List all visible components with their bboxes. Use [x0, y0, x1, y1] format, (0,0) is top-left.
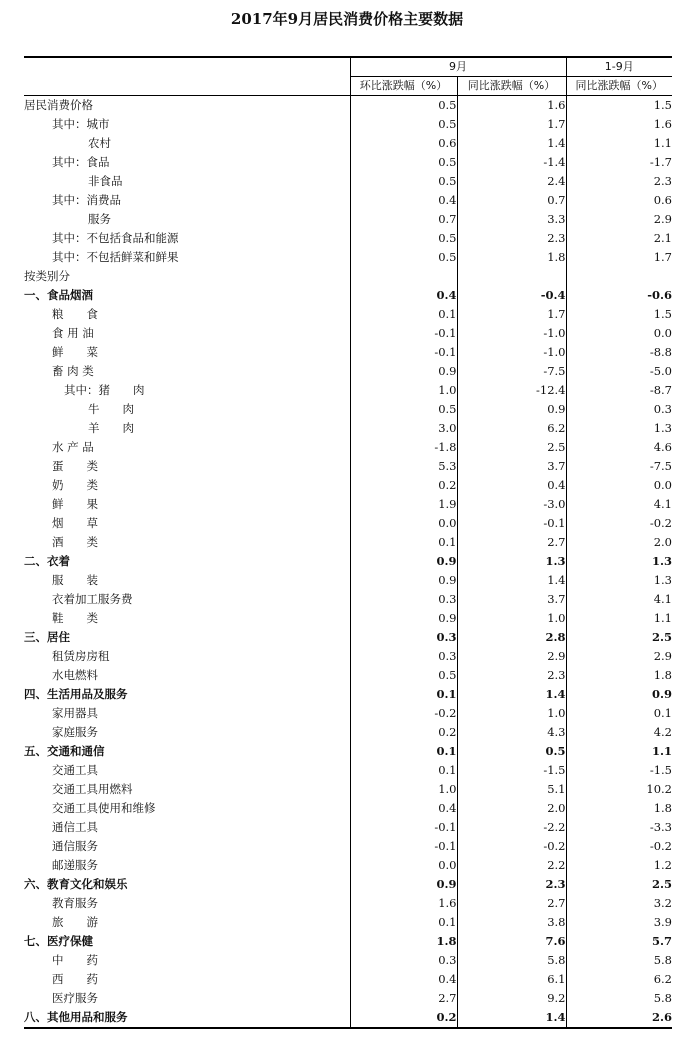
- row-label: 通信工具: [52, 820, 98, 834]
- value-ytd: -0.6: [566, 286, 672, 305]
- row-label: 二、衣着: [24, 554, 70, 568]
- value-ytd: 1.3: [566, 419, 672, 438]
- row-label: 四、生活用品及服务: [24, 687, 128, 701]
- value-ytd: 5.8: [566, 989, 672, 1008]
- row-label: 租赁房房租: [52, 649, 110, 663]
- table-row: [24, 115, 672, 134]
- value-ytd: 1.7: [566, 248, 672, 267]
- value-mom: -0.1: [350, 343, 457, 362]
- value-ytd: 2.1: [566, 229, 672, 248]
- value-yoy: -0.1: [457, 514, 566, 533]
- value-yoy: 2.8: [457, 628, 566, 647]
- value-mom: 0.9: [350, 609, 457, 628]
- table-row: [24, 837, 672, 856]
- row-label: 家用器具: [52, 706, 98, 720]
- value-ytd: 1.3: [566, 571, 672, 590]
- value-yoy: [457, 267, 566, 286]
- table-row: [24, 609, 672, 628]
- value-yoy: 1.4: [457, 571, 566, 590]
- row-label: 医疗服务: [52, 991, 98, 1005]
- row-label: 交通工具: [52, 763, 98, 777]
- value-ytd: 0.3: [566, 400, 672, 419]
- table-row: [24, 552, 672, 571]
- row-label: 交通工具使用和维修: [52, 801, 156, 815]
- value-mom: 0.5: [350, 229, 457, 248]
- row-label: 按类别分: [24, 269, 70, 283]
- cpi-data-table: [24, 56, 672, 1029]
- value-ytd: 1.1: [566, 609, 672, 628]
- value-yoy: -0.4: [457, 286, 566, 305]
- value-yoy: 1.6: [457, 96, 566, 116]
- value-yoy: 5.8: [457, 951, 566, 970]
- row-label: 水电燃料: [52, 668, 98, 682]
- value-yoy: 2.5: [457, 438, 566, 457]
- row-label: 畜 肉 类: [52, 364, 94, 378]
- value-mom: 0.1: [350, 913, 457, 932]
- table-row: [24, 818, 672, 837]
- header-col-mom: 环比涨跌幅（%）: [350, 77, 457, 96]
- value-ytd: 2.9: [566, 647, 672, 666]
- value-ytd: 0.0: [566, 476, 672, 495]
- value-mom: 1.9: [350, 495, 457, 514]
- value-ytd: -0.2: [566, 837, 672, 856]
- value-ytd: 4.1: [566, 495, 672, 514]
- value-ytd: 2.5: [566, 628, 672, 647]
- table-row: [24, 856, 672, 875]
- header-blank-cell: [24, 77, 350, 96]
- header-blank-cell: [24, 57, 350, 77]
- row-label: 七、医疗保健: [24, 934, 93, 948]
- value-yoy: 1.4: [457, 1008, 566, 1028]
- table-row: [24, 799, 672, 818]
- row-label: 非食品: [88, 174, 123, 188]
- header-group-jan-sep: 1-9月: [566, 57, 672, 77]
- row-label: 交通工具用燃料: [52, 782, 133, 796]
- value-mom: -0.1: [350, 818, 457, 837]
- value-mom: 1.0: [350, 381, 457, 400]
- table-row: [24, 685, 672, 704]
- value-mom: 0.9: [350, 362, 457, 381]
- value-mom: 0.5: [350, 400, 457, 419]
- value-mom: 0.2: [350, 1008, 457, 1028]
- table-row: [24, 438, 672, 457]
- row-label: 西 药: [52, 972, 98, 986]
- value-ytd: 1.1: [566, 134, 672, 153]
- value-ytd: 4.2: [566, 723, 672, 742]
- value-ytd: 10.2: [566, 780, 672, 799]
- row-label: 奶 类: [52, 478, 98, 492]
- row-label: 教育服务: [52, 896, 98, 910]
- value-mom: 0.5: [350, 153, 457, 172]
- value-ytd: 2.6: [566, 1008, 672, 1028]
- value-ytd: -5.0: [566, 362, 672, 381]
- value-yoy: -3.0: [457, 495, 566, 514]
- value-yoy: 2.4: [457, 172, 566, 191]
- value-yoy: 1.7: [457, 115, 566, 134]
- table-row: [24, 590, 672, 609]
- table-row: [24, 134, 672, 153]
- table-row: [24, 229, 672, 248]
- value-yoy: 1.8: [457, 248, 566, 267]
- value-yoy: -1.4: [457, 153, 566, 172]
- row-label: 牛 肉: [88, 402, 134, 416]
- value-yoy: 3.7: [457, 590, 566, 609]
- value-yoy: -0.2: [457, 837, 566, 856]
- value-mom: 1.6: [350, 894, 457, 913]
- row-label: 粮 食: [52, 307, 98, 321]
- row-label: 五、交通和通信: [24, 744, 105, 758]
- table-row: [24, 96, 672, 116]
- row-label: 服 装: [52, 573, 98, 587]
- row-label: 水 产 品: [52, 440, 94, 454]
- table-row: [24, 647, 672, 666]
- value-yoy: -2.2: [457, 818, 566, 837]
- value-mom: 0.9: [350, 552, 457, 571]
- value-mom: 0.4: [350, 970, 457, 989]
- value-yoy: -1.0: [457, 343, 566, 362]
- value-yoy: 2.9: [457, 647, 566, 666]
- value-mom: 0.6: [350, 134, 457, 153]
- table-row: [24, 932, 672, 951]
- row-label: 羊 肉: [88, 421, 134, 435]
- table-row: [24, 666, 672, 685]
- value-ytd: 1.5: [566, 96, 672, 116]
- row-label: 其中：猪 肉: [64, 383, 145, 397]
- value-mom: 0.3: [350, 628, 457, 647]
- value-mom: 0.1: [350, 305, 457, 324]
- value-mom: 5.3: [350, 457, 457, 476]
- value-yoy: 6.2: [457, 419, 566, 438]
- table-row: [24, 400, 672, 419]
- value-mom: 0.5: [350, 172, 457, 191]
- table-row: [24, 457, 672, 476]
- table-row: [24, 514, 672, 533]
- value-mom: 0.0: [350, 856, 457, 875]
- header-col-ytd: 同比涨跌幅（%）: [566, 77, 672, 96]
- value-yoy: 6.1: [457, 970, 566, 989]
- value-ytd: 0.6: [566, 191, 672, 210]
- table-row: [24, 381, 672, 400]
- value-yoy: 2.3: [457, 875, 566, 894]
- value-mom: -0.1: [350, 324, 457, 343]
- value-yoy: 0.7: [457, 191, 566, 210]
- value-mom: 0.2: [350, 723, 457, 742]
- value-yoy: 7.6: [457, 932, 566, 951]
- table-row: [24, 495, 672, 514]
- value-ytd: 1.2: [566, 856, 672, 875]
- value-yoy: 1.0: [457, 609, 566, 628]
- value-mom: 0.5: [350, 96, 457, 116]
- table-row: [24, 153, 672, 172]
- value-ytd: -8.8: [566, 343, 672, 362]
- row-label: 中 药: [52, 953, 98, 967]
- value-mom: 2.7: [350, 989, 457, 1008]
- table-row: [24, 267, 672, 286]
- value-ytd: -1.5: [566, 761, 672, 780]
- row-label: 其中：不包括鲜菜和鲜果: [52, 250, 179, 264]
- value-mom: 0.9: [350, 571, 457, 590]
- header-group-september: 9月: [350, 57, 566, 77]
- table-row: [24, 571, 672, 590]
- table-row: [24, 324, 672, 343]
- value-ytd: -0.2: [566, 514, 672, 533]
- row-label: 其中：消费品: [52, 193, 121, 207]
- table-row: [24, 476, 672, 495]
- table-row: [24, 628, 672, 647]
- table-row: [24, 951, 672, 970]
- row-label: 酒 类: [52, 535, 98, 549]
- row-label: 旅 游: [52, 915, 98, 929]
- value-ytd: 2.3: [566, 172, 672, 191]
- value-mom: 0.1: [350, 685, 457, 704]
- table-row: [24, 286, 672, 305]
- table-row: [24, 248, 672, 267]
- value-yoy: -7.5: [457, 362, 566, 381]
- row-label: 农村: [88, 136, 111, 150]
- row-label: 一、食品烟酒: [24, 288, 93, 302]
- value-mom: 0.0: [350, 514, 457, 533]
- row-label: 衣着加工服务费: [52, 592, 133, 606]
- value-yoy: 0.4: [457, 476, 566, 495]
- value-yoy: 2.7: [457, 533, 566, 552]
- header-col-yoy: 同比涨跌幅（%）: [457, 77, 566, 96]
- value-yoy: 2.3: [457, 666, 566, 685]
- value-mom: 0.1: [350, 761, 457, 780]
- value-mom: 3.0: [350, 419, 457, 438]
- value-ytd: 2.5: [566, 875, 672, 894]
- row-label: 其中：食品: [52, 155, 110, 169]
- value-yoy: 5.1: [457, 780, 566, 799]
- value-yoy: 2.3: [457, 229, 566, 248]
- row-label: 家庭服务: [52, 725, 98, 739]
- row-label: 鲜 果: [52, 497, 98, 511]
- value-mom: 0.4: [350, 799, 457, 818]
- table-row: [24, 875, 672, 894]
- row-label: 烟 草: [52, 516, 98, 530]
- value-mom: [350, 267, 457, 286]
- value-yoy: 1.4: [457, 685, 566, 704]
- value-ytd: 5.8: [566, 951, 672, 970]
- table-row: [24, 172, 672, 191]
- table-row: [24, 742, 672, 761]
- value-mom: 1.0: [350, 780, 457, 799]
- value-mom: 0.3: [350, 647, 457, 666]
- table-row: [24, 723, 672, 742]
- row-label: 其中：不包括食品和能源: [52, 231, 179, 245]
- value-mom: 0.3: [350, 951, 457, 970]
- value-mom: 0.2: [350, 476, 457, 495]
- table-row: [24, 362, 672, 381]
- value-mom: 0.5: [350, 666, 457, 685]
- table-row: [24, 780, 672, 799]
- value-yoy: -1.0: [457, 324, 566, 343]
- value-mom: -0.2: [350, 704, 457, 723]
- value-yoy: 0.9: [457, 400, 566, 419]
- value-mom: 0.1: [350, 533, 457, 552]
- table-row: [24, 970, 672, 989]
- value-yoy: 3.8: [457, 913, 566, 932]
- table-row: [24, 210, 672, 229]
- value-ytd: 1.5: [566, 305, 672, 324]
- page-title: 2017年9月居民消费价格主要数据: [230, 10, 464, 28]
- value-ytd: 4.6: [566, 438, 672, 457]
- value-yoy: 1.4: [457, 134, 566, 153]
- value-ytd: 5.7: [566, 932, 672, 951]
- row-label: 服务: [88, 212, 111, 226]
- value-yoy: -12.4: [457, 381, 566, 400]
- value-mom: 0.4: [350, 286, 457, 305]
- row-label: 通信服务: [52, 839, 98, 853]
- value-yoy: 2.7: [457, 894, 566, 913]
- value-yoy: 9.2: [457, 989, 566, 1008]
- table-header: [24, 57, 672, 96]
- value-mom: 0.5: [350, 248, 457, 267]
- value-ytd: 4.1: [566, 590, 672, 609]
- value-ytd: 2.0: [566, 533, 672, 552]
- value-yoy: 3.3: [457, 210, 566, 229]
- table-row: [24, 191, 672, 210]
- value-ytd: 1.8: [566, 666, 672, 685]
- value-mom: -1.8: [350, 438, 457, 457]
- value-ytd: 3.2: [566, 894, 672, 913]
- value-ytd: -1.7: [566, 153, 672, 172]
- value-yoy: 1.0: [457, 704, 566, 723]
- value-ytd: -3.3: [566, 818, 672, 837]
- table-row: [24, 305, 672, 324]
- value-yoy: 1.7: [457, 305, 566, 324]
- value-ytd: 1.1: [566, 742, 672, 761]
- value-ytd: 0.1: [566, 704, 672, 723]
- row-label: 居民消费价格: [24, 98, 93, 112]
- value-ytd: 1.6: [566, 115, 672, 134]
- row-label: 邮递服务: [52, 858, 98, 872]
- row-label: 其中：城市: [52, 117, 110, 131]
- value-yoy: 4.3: [457, 723, 566, 742]
- value-yoy: 2.0: [457, 799, 566, 818]
- value-ytd: [566, 267, 672, 286]
- value-ytd: 2.9: [566, 210, 672, 229]
- value-mom: -0.1: [350, 837, 457, 856]
- table-row: [24, 913, 672, 932]
- value-yoy: 2.2: [457, 856, 566, 875]
- value-yoy: 1.3: [457, 552, 566, 571]
- table-row: [24, 343, 672, 362]
- value-mom: 1.8: [350, 932, 457, 951]
- value-ytd: 0.0: [566, 324, 672, 343]
- table-body: [24, 96, 672, 1029]
- row-label: 蛋 类: [52, 459, 98, 473]
- table-row: [24, 894, 672, 913]
- row-label: 食 用 油: [52, 326, 94, 340]
- value-ytd: 1.3: [566, 552, 672, 571]
- row-label: 鞋 类: [52, 611, 98, 625]
- row-label: 六、教育文化和娱乐: [24, 877, 128, 891]
- row-label: 三、居住: [24, 630, 70, 644]
- table-row: [24, 419, 672, 438]
- value-ytd: 3.9: [566, 913, 672, 932]
- table-row: [24, 761, 672, 780]
- value-yoy: -1.5: [457, 761, 566, 780]
- value-mom: 0.4: [350, 191, 457, 210]
- value-mom: 0.7: [350, 210, 457, 229]
- value-ytd: 6.2: [566, 970, 672, 989]
- row-label: 八、其他用品和服务: [24, 1008, 350, 1028]
- value-mom: 0.1: [350, 742, 457, 761]
- value-mom: 0.5: [350, 115, 457, 134]
- value-ytd: 1.8: [566, 799, 672, 818]
- row-label: 鲜 菜: [52, 345, 98, 359]
- value-yoy: 3.7: [457, 457, 566, 476]
- value-ytd: -8.7: [566, 381, 672, 400]
- table-row: [24, 533, 672, 552]
- table-row: [24, 704, 672, 723]
- value-ytd: -7.5: [566, 457, 672, 476]
- value-mom: 0.3: [350, 590, 457, 609]
- value-ytd: 0.9: [566, 685, 672, 704]
- value-mom: 0.9: [350, 875, 457, 894]
- table-row: [24, 1008, 672, 1028]
- value-yoy: 0.5: [457, 742, 566, 761]
- table-row: [24, 989, 672, 1008]
